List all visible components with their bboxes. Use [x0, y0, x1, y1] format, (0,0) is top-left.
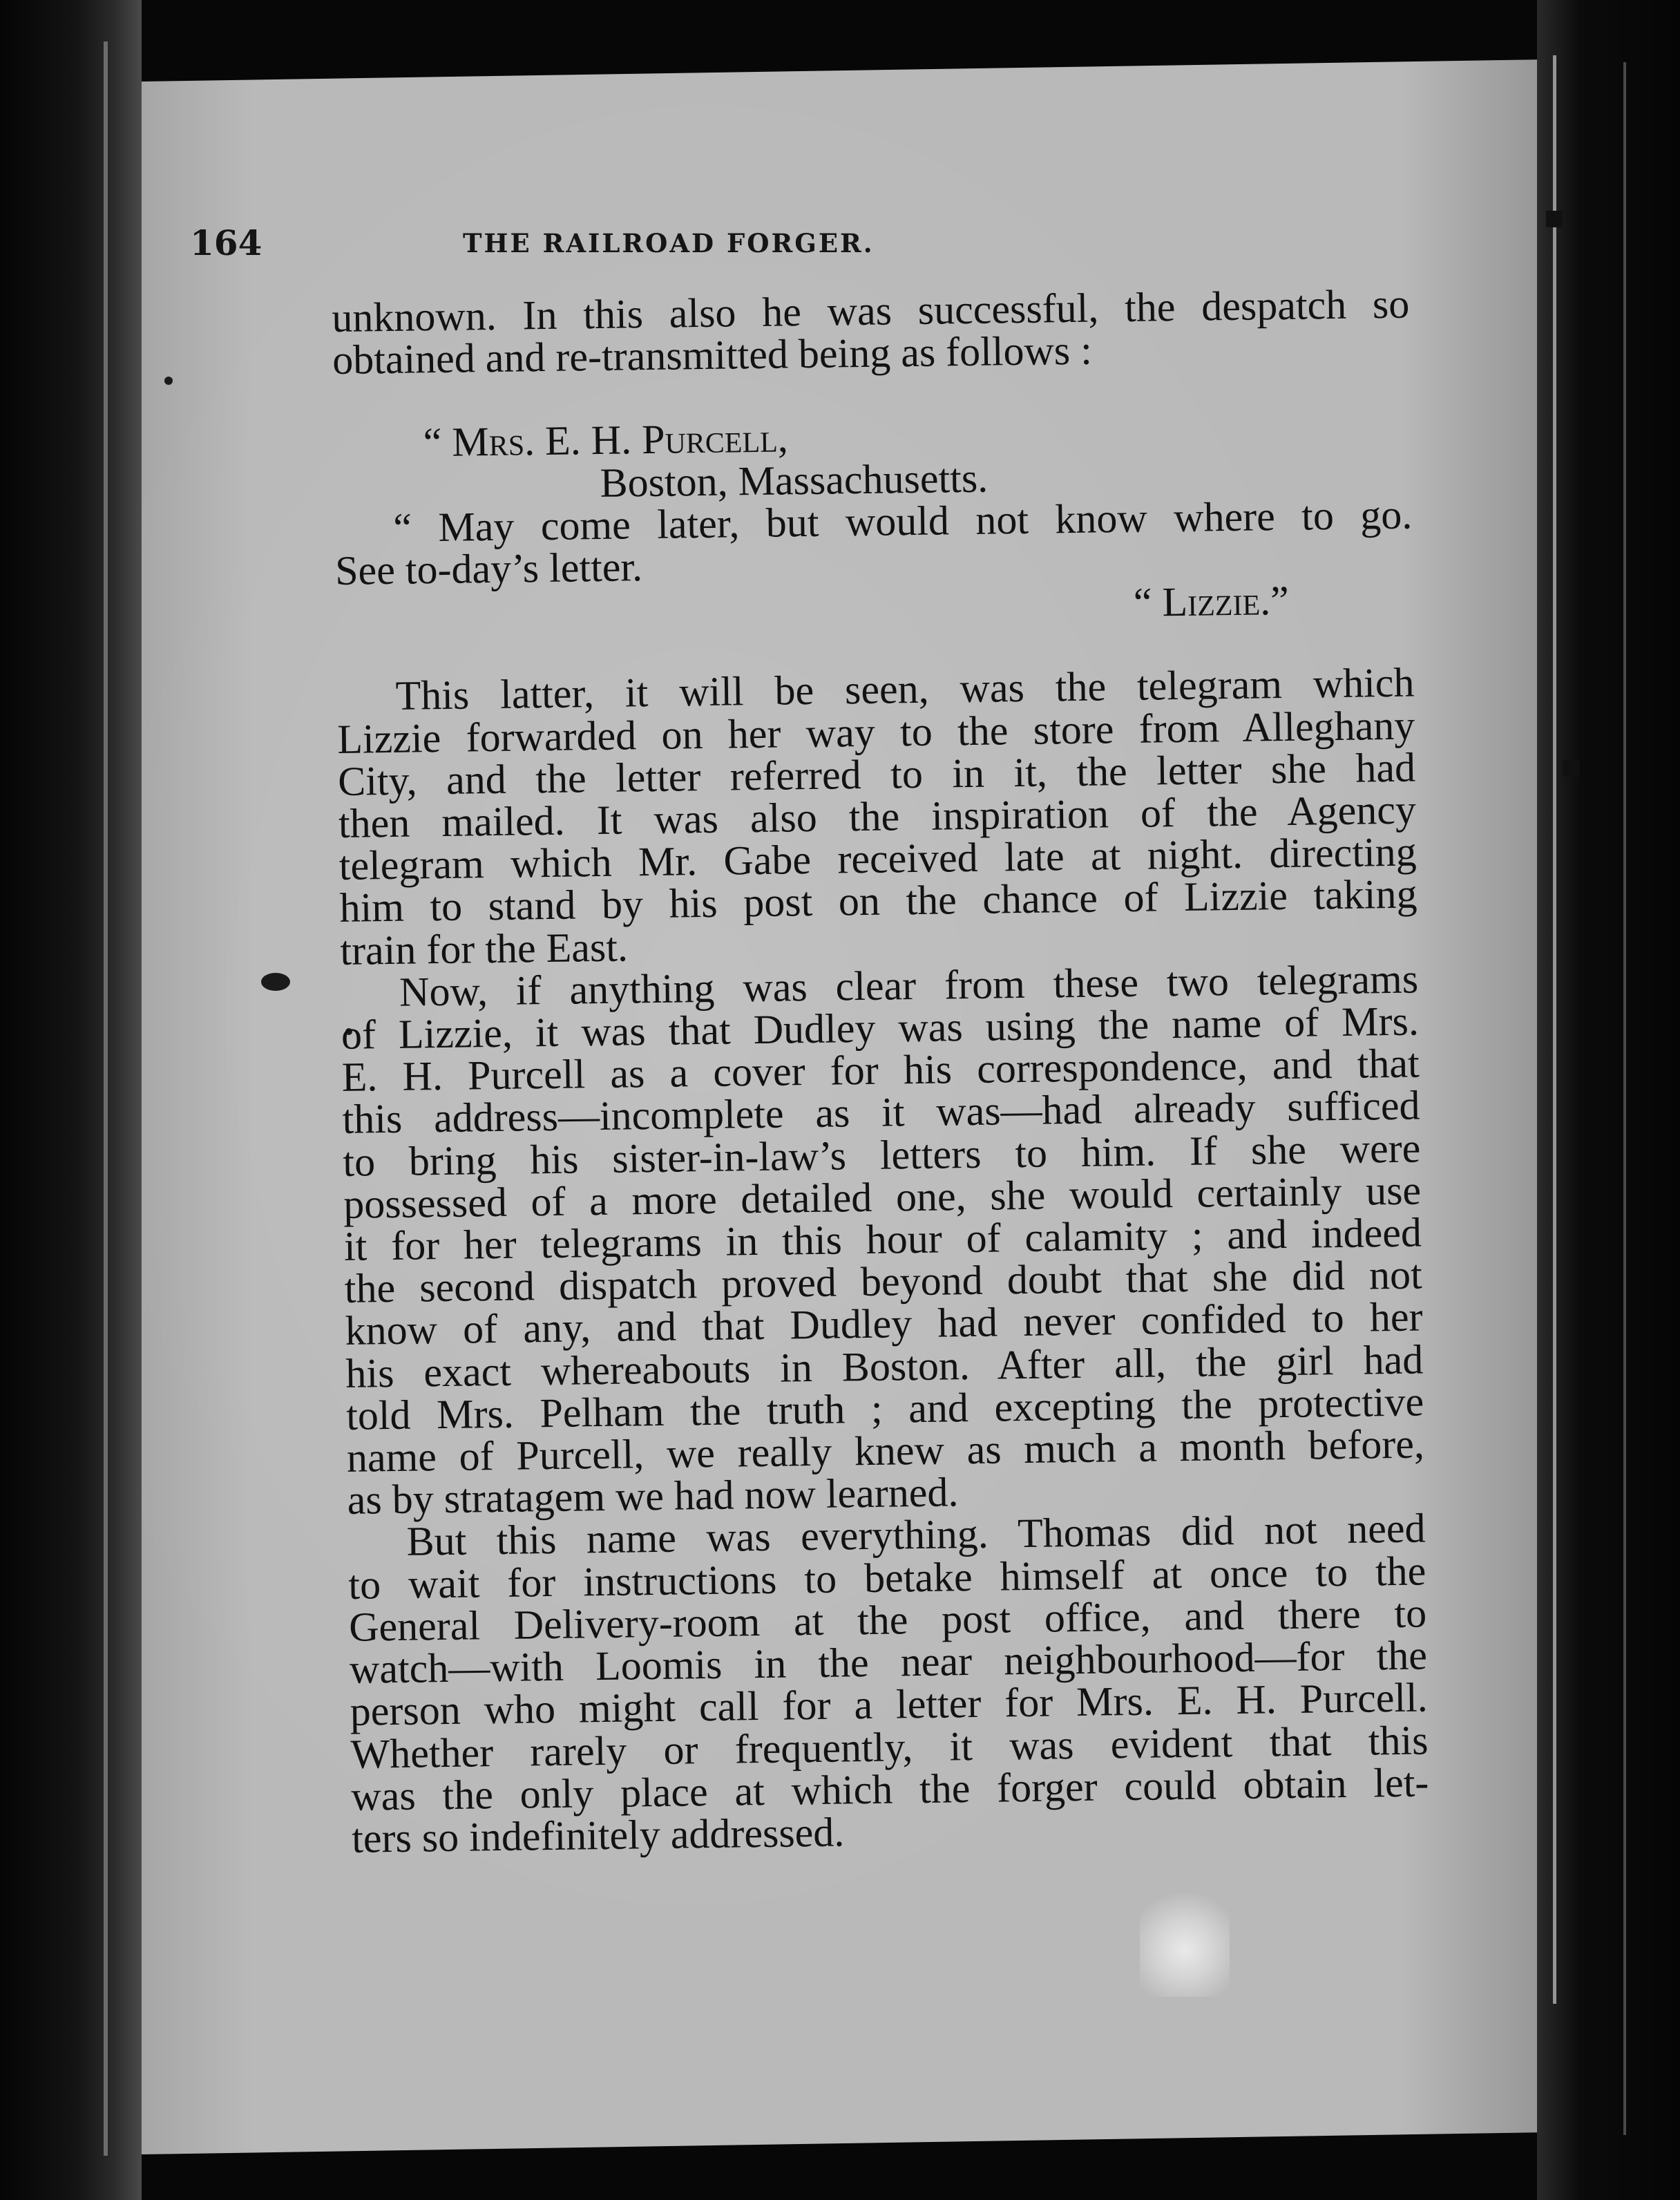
right-page-edge-line	[1553, 55, 1556, 2004]
left-page-edge-line	[104, 41, 108, 2156]
ink-speck	[164, 377, 173, 385]
running-head: THE RAILROAD FORGER.	[463, 228, 875, 258]
text-line: person who might call for a letter for Mrs. E. H. Purcell.	[350, 1674, 1429, 1735]
right-outer-edge-line	[1623, 62, 1626, 2135]
paragraph	[341, 956, 1425, 1524]
text-line: was the only place at which the forger could obtain let-	[350, 1759, 1429, 1819]
text-line: General Delivery-room at the post office, and there to	[348, 1590, 1427, 1650]
paragraph	[336, 659, 1418, 974]
page-number: 164	[190, 222, 262, 263]
text-line: name of Purcell, we really knew as much a month before,	[346, 1421, 1425, 1481]
page-header	[190, 222, 1109, 264]
text-line: obtained and re-transmitted being as follows :	[332, 327, 1093, 383]
left-binding-edge	[0, 0, 142, 2200]
text-line: him to stand by his post on the chance of Lizzie taking	[339, 871, 1418, 931]
telegram-message-line: See to-day’s letter.	[334, 544, 643, 594]
text-line: This latter, it will be seen, was the telegram which	[395, 659, 1415, 719]
page-body	[332, 283, 1429, 1860]
text-line: the second dispatch proved beyond doubt that she did not	[344, 1251, 1423, 1312]
text-line: his exact whereabouts in Boston. After all, the girl had	[345, 1336, 1424, 1396]
paragraph	[347, 1505, 1429, 1861]
text-line: to wait for instructions to betake himself at once to the	[347, 1548, 1426, 1608]
telegram-block	[333, 409, 1413, 634]
paper-damage-spot	[1140, 1879, 1230, 1997]
text-line: Whether rarely or frequently, it was evident that this	[350, 1716, 1429, 1777]
telegram-address-city: Boston, Massachusetts.	[600, 455, 989, 506]
text-line: E. H. Purcell as a cover for his correspondence, and that	[341, 1040, 1420, 1101]
text-line: But this name was everything. Thomas did not need	[406, 1505, 1426, 1565]
text-line: train for the East.	[339, 924, 629, 974]
text-line: watch—with Loomis in the near neighbourhood—for the	[349, 1632, 1428, 1692]
text-line: possessed of a more detailed one, she would certainly use	[343, 1167, 1422, 1227]
text-line: as by stratagem we had now learned.	[347, 1469, 959, 1524]
text-line: this address—incomplete as it was—had already sufficed	[342, 1082, 1420, 1143]
text-line: know of any, and that Dudley had never confided to her	[345, 1293, 1423, 1354]
text-line: told Mrs. Pelham the truth ; and excepting the protective	[345, 1378, 1424, 1439]
text-line: Now, if anything was clear from these two telegrams	[399, 956, 1419, 1015]
right-binding-edge	[1537, 0, 1680, 2200]
telegram-signature: “ Lizzie.”	[1133, 578, 1290, 626]
text-line: then mailed. It was also the inspiration of the Agency	[338, 786, 1417, 846]
text-line: ters so indefinitely addressed.	[351, 1809, 845, 1861]
telegram-message-line: “ May come later, but would not know where to go.	[392, 491, 1413, 551]
telegram-address-name: “ Mrs. E. H. Purcell,	[423, 415, 789, 466]
ink-blot	[261, 973, 290, 991]
text-line: unknown. In this also he was successful, the despatch so	[331, 281, 1410, 341]
intro-block	[332, 283, 1410, 382]
text-line: Lizzie forwarded on her way to the store from Alleghany	[336, 702, 1415, 762]
edge-mark	[1546, 211, 1563, 227]
text-line: City, and the letter referred to in it, the letter she had	[337, 744, 1416, 804]
text-line: to bring his sister-in-law’s letters to him. If she were	[342, 1125, 1421, 1185]
text-line: it for her telegrams in this hour of calamity ; and indeed	[343, 1209, 1422, 1269]
edge-mark	[1563, 760, 1579, 777]
text-line: telegram which Mr. Gabe received late at night. directing	[338, 828, 1418, 889]
text-line: of Lizzie, it was that Dudley was using the name of Mrs.	[341, 998, 1420, 1058]
